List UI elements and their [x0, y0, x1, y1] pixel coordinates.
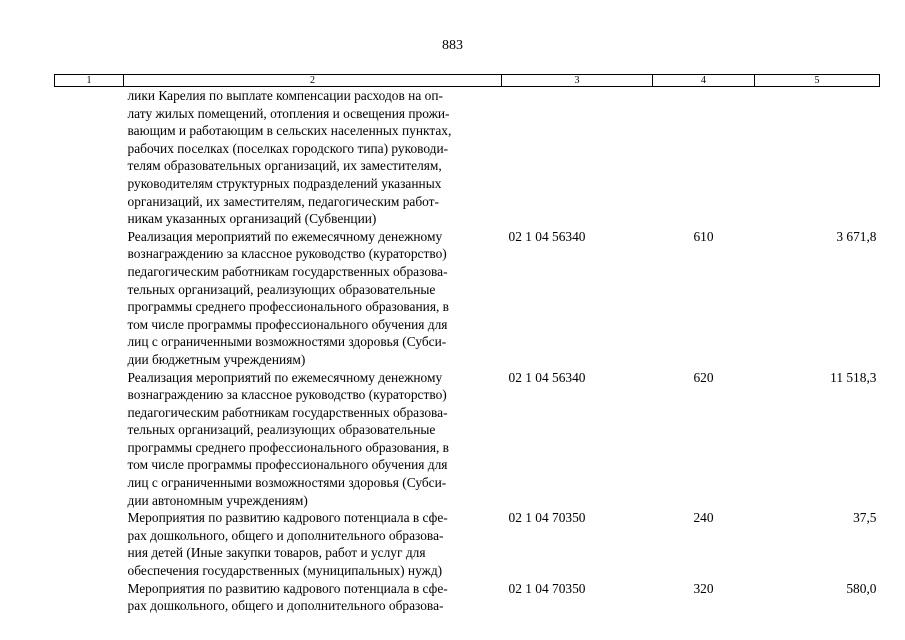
cell-amount	[755, 87, 880, 228]
description-line: том числе программы профессионального обучения для	[127, 316, 448, 332]
description-line: рабочих поселках (поселках городского типа) руководи-	[127, 140, 449, 156]
description-line: педагогическим работникам государственных образова-	[127, 404, 448, 420]
description-line: программы среднего профессионального образования, в	[127, 439, 449, 455]
table-row	[55, 369, 880, 510]
cell-col-1	[55, 87, 124, 228]
description-line: Реализация мероприятий по ежемесячному денежному	[127, 369, 443, 385]
cell-amount: 580,0	[846, 580, 877, 596]
description-line: Реализация мероприятий по ежемесячному денежному	[127, 228, 443, 244]
description-line: рах дошкольного, общего и дополнительного образова-	[127, 527, 444, 543]
description-line: вающим и работающим в сельских населенных пунктах,	[127, 123, 452, 139]
description-line: тельных организаций, реализующих образовательные	[127, 422, 436, 438]
description-line: руководителям структурных подразделений указанных	[127, 175, 442, 191]
header-col-3: 3	[502, 75, 653, 87]
description-line: дии автономным учреждениям)	[127, 492, 308, 508]
description-line: телям образовательных организаций, их заместителям,	[127, 158, 442, 174]
description-line: том числе программы профессионального обучения для	[127, 457, 448, 473]
cell-amount: 3 671,8	[836, 228, 877, 244]
page-number: 883	[442, 38, 463, 53]
cell-expense-type: 620	[693, 369, 714, 385]
cell-col-1	[55, 228, 124, 369]
description-line: программы среднего профессионального образования, в	[127, 299, 449, 315]
cell-col-1	[55, 509, 124, 579]
cell-expense-type	[653, 87, 755, 228]
cell-col-1	[55, 580, 124, 615]
description-line: тельных организаций, реализующих образовательные	[127, 281, 436, 297]
description-line: лиц с ограниченными возможностями здоровья (Субси-	[127, 334, 447, 350]
cell-col-1	[55, 369, 124, 510]
header-col-1: 1	[55, 75, 124, 87]
cell-expense-type: 320	[693, 580, 714, 596]
cell-description	[124, 87, 502, 228]
table-row	[55, 580, 880, 615]
description-line: Мероприятия по развитию кадрового потенциала в сфе-	[127, 580, 448, 596]
description-line: педагогическим работникам государственных образова-	[127, 263, 448, 279]
description-line: дии бюджетным учреждениям)	[127, 351, 306, 367]
description-line: Мероприятия по развитию кадрового потенциала в сфе-	[127, 510, 448, 526]
table-row	[55, 87, 880, 228]
description-line: вознаграждению за классное руководство (кураторство)	[127, 246, 447, 262]
description-line: ния детей (Иные закупки товаров, работ и услуг для	[127, 545, 426, 561]
table-body	[55, 87, 880, 615]
cell-target-code: 02 1 04 56340	[508, 369, 586, 385]
description-line: обеспечения государственных (муниципальных) нужд)	[127, 563, 443, 579]
cell-amount: 37,5	[853, 510, 877, 526]
description-line: лики Карелия по выплате компенсации расходов на оп-	[127, 88, 443, 103]
cell-description	[124, 509, 502, 579]
cell-description	[124, 580, 502, 615]
header-col-2: 2	[124, 75, 502, 87]
cell-expense-type: 240	[693, 510, 714, 526]
budget-table	[54, 74, 880, 615]
header-row	[55, 75, 880, 87]
description-line: рах дошкольного, общего и дополнительного образова-	[127, 598, 444, 614]
description-line: вознаграждению за классное руководство (кураторство)	[127, 387, 447, 403]
table-row	[55, 509, 880, 579]
cell-target-code: 02 1 04 70350	[508, 580, 586, 596]
cell-amount: 11 518,3	[830, 369, 877, 385]
cell-expense-type: 610	[693, 228, 714, 244]
cell-target-code: 02 1 04 70350	[508, 510, 586, 526]
description-line: никам указанных организаций (Субвенции)	[127, 211, 377, 227]
table-row	[55, 228, 880, 369]
description-line: лиц с ограниченными возможностями здоровья (Субси-	[127, 475, 447, 491]
description-line: организаций, их заместителям, педагогическим работ-	[127, 193, 439, 209]
cell-target-code	[502, 87, 653, 228]
header-col-5: 5	[755, 75, 880, 87]
cell-description	[124, 369, 502, 510]
cell-description	[124, 228, 502, 369]
description-line: лату жилых помещений, отопления и освещения прожи-	[127, 105, 450, 121]
header-col-4: 4	[653, 75, 755, 87]
cell-target-code: 02 1 04 56340	[508, 228, 586, 244]
table-header	[55, 75, 880, 87]
